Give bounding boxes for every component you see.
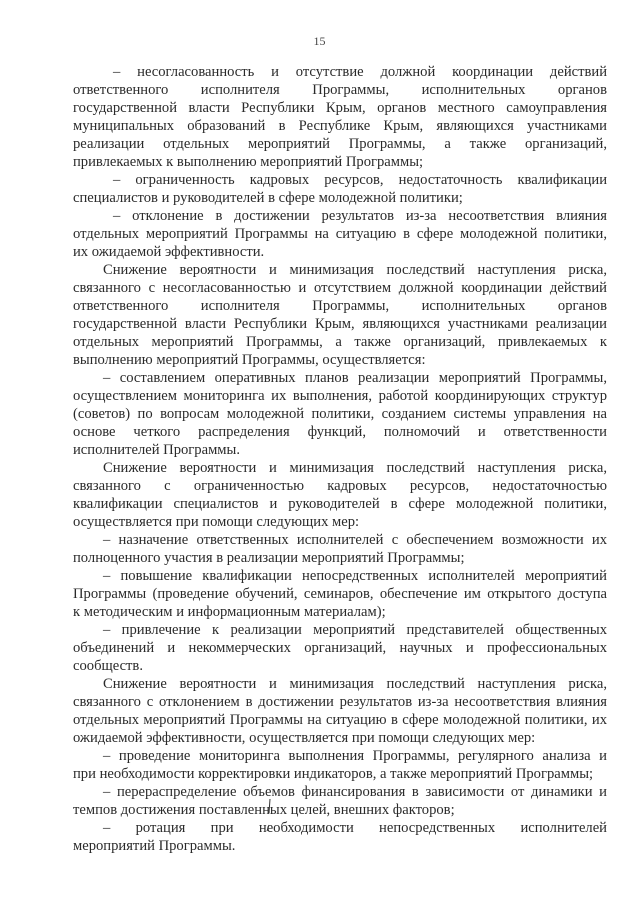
text-line: ответственного исполнителя Программы, исполнительных органов: [73, 82, 607, 98]
paragraph: [73, 747, 607, 783]
paragraph: [73, 207, 607, 261]
text-line: привлекаемых к выполнению мероприятий Программы;: [73, 154, 424, 170]
text-line: государственной власти Республики Крым, являющихся участниками реализации: [73, 316, 607, 332]
text-line: мероприятий Программы.: [73, 838, 236, 854]
text-line: ответственного исполнителя Программы, исполнительных органов: [73, 298, 607, 314]
paragraph: [73, 567, 607, 621]
text-line: полноценного участия в реализации мероприятий Программы;: [73, 550, 465, 566]
paragraph: [73, 459, 607, 531]
text-line: связанного с ограниченностью кадровых ресурсов, недостаточностью: [73, 478, 607, 494]
text-line: специалистов и руководителей в сфере молодежной политики;: [73, 190, 463, 206]
text-line: – ротация при необходимости непосредственных исполнителей: [103, 820, 607, 836]
text-line: при необходимости корректировки индикаторов, а также мероприятий Программы;: [73, 766, 594, 782]
text-line: – назначение ответственных исполнителей с обеспечением возможности их: [103, 532, 607, 548]
paragraph: [73, 261, 607, 369]
text-line: квалификации специалистов и руководителей в сфере молодежной политики,: [73, 496, 607, 512]
text-line: (советов) по вопросам молодежной политики, созданием системы управления на: [73, 406, 607, 422]
pen-mark-icon: [264, 797, 276, 833]
text-line: основе четкого распределения функций, полномочий и ответственности: [73, 424, 607, 440]
text-line: – составлением оперативных планов реализации мероприятий Программы,: [103, 370, 607, 386]
paragraph: [73, 819, 607, 855]
text-line: их ожидаемой эффективности.: [73, 244, 265, 260]
paragraph: [73, 675, 607, 747]
text-line: выполнению мероприятий Программы, осуществляется:: [73, 352, 426, 368]
text-line: – проведение мониторинга выполнения Программы, регулярного анализа и: [103, 748, 607, 764]
paragraph: [73, 531, 607, 567]
paragraph: [73, 369, 607, 459]
text-line: отдельных мероприятий Программы на ситуацию в сфере молодежной политики, их: [73, 712, 607, 728]
text-line: – привлечение к реализации мероприятий представителей общественных: [103, 622, 607, 638]
paragraph: [73, 171, 607, 207]
text-line: реализации отдельных мероприятий Программы, а также организаций,: [73, 136, 607, 152]
text-line: Снижение вероятности и минимизация последствий наступления риска,: [103, 262, 607, 278]
text-line: объединений и некоммерческих организаций, научных и профессиональных: [73, 640, 607, 656]
text-line: отдельных мероприятий Программы, а также организаций, привлекаемых к: [73, 334, 607, 350]
text-line: связанного с отклонением в достижении результатов из-за несоответствия влияния: [73, 694, 607, 710]
text-line: ожидаемой эффективности, осуществляется при помощи следующих мер:: [73, 730, 536, 746]
text-line: связанного с несогласованностью и отсутствием должной координации действий: [73, 280, 607, 296]
text-line: – повышение квалификации непосредственных исполнителей мероприятий: [103, 568, 607, 584]
document-body: [73, 63, 607, 855]
text-line: – отклонение в достижении результатов из-за несоответствия влияния: [113, 208, 607, 224]
text-line: осуществлением мониторинга их выполнения, работой координирующих структур: [73, 388, 607, 404]
paragraph: [73, 783, 607, 819]
text-line: сообществ.: [73, 658, 143, 674]
text-line: муниципальных образований в Республике Крым, являющихся участниками: [73, 118, 607, 134]
text-line: государственной власти Республики Крым, органов местного самоуправления: [73, 100, 607, 116]
text-line: – несогласованность и отсутствие должной координации действий: [113, 64, 607, 80]
text-line: темпов достижения поставленных целей, внешних факторов;: [73, 802, 455, 818]
text-line: Снижение вероятности и минимизация последствий наступления риска,: [103, 460, 607, 476]
text-line: к методическим и информационным материалам);: [73, 604, 386, 620]
paragraph: [73, 621, 607, 675]
text-line: исполнителей Программы.: [73, 442, 240, 458]
text-line: отдельных мероприятий Программы на ситуацию в сфере молодежной политики,: [73, 226, 607, 242]
text-line: Снижение вероятности и минимизация последствий наступления риска,: [103, 676, 607, 692]
text-line: Программы (проведение обучений, семинаров, обеспечение им открытого доступа: [73, 586, 607, 602]
paragraph: [73, 63, 607, 171]
text-line: – перераспределение объемов финансирования в зависимости от динамики и: [103, 784, 607, 800]
text-line: осуществляется при помощи следующих мер:: [73, 514, 360, 530]
page-number: 15: [313, 34, 326, 48]
text-line: – ограниченность кадровых ресурсов, недостаточность квалификации: [113, 172, 607, 188]
